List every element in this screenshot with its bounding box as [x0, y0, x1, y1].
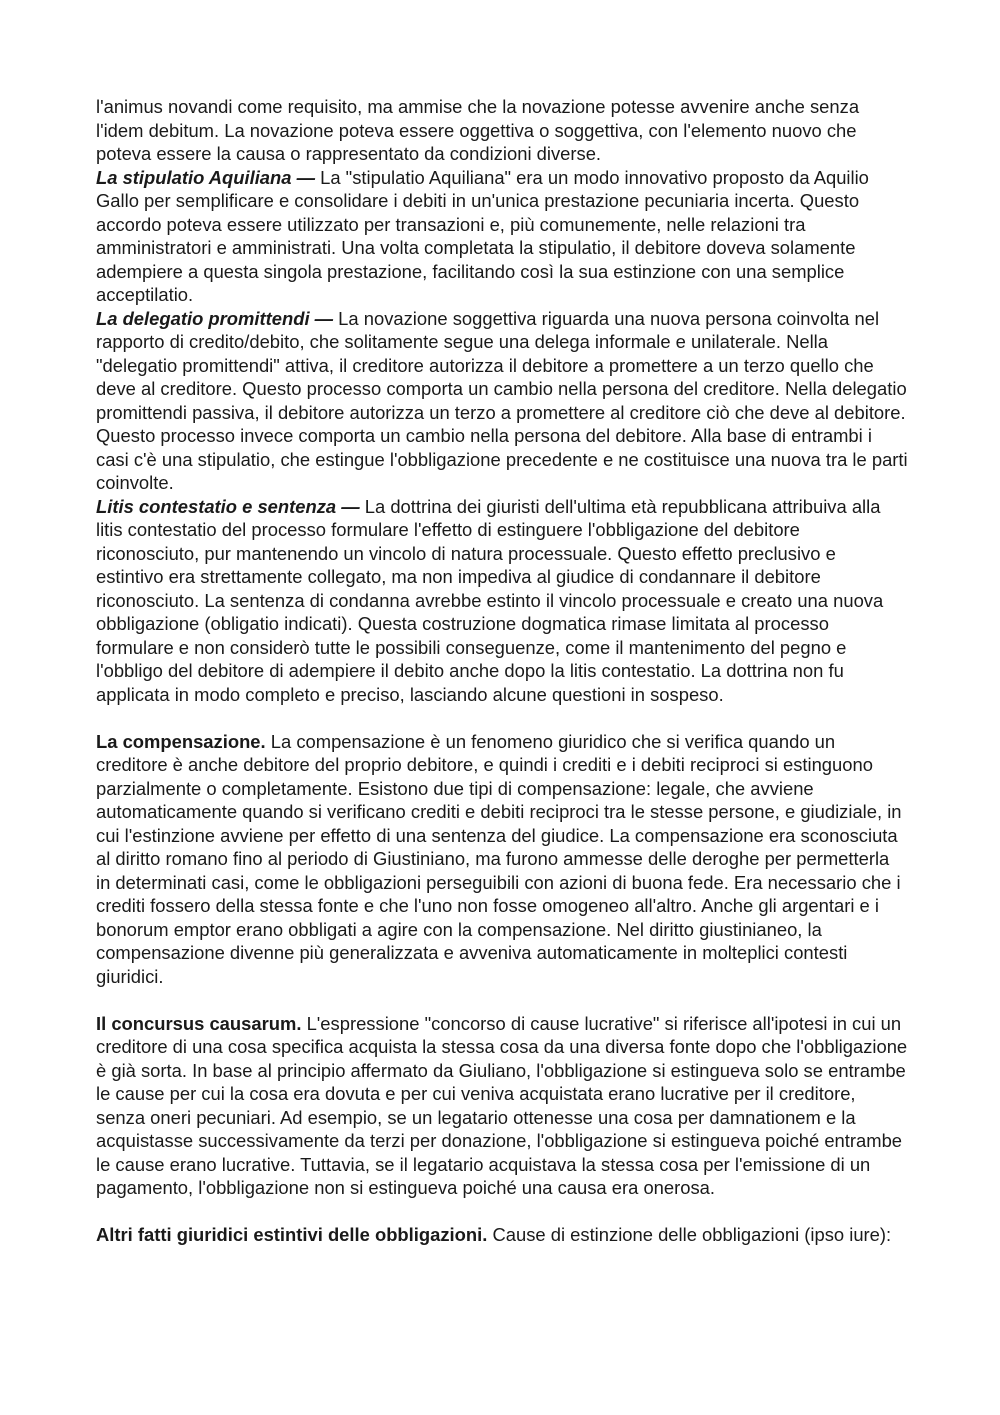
litis-heading: Litis contestatio e sentenza —	[96, 495, 360, 517]
stipulatio-paragraph	[96, 166, 908, 307]
concursus-heading: Il concursus causarum.	[96, 1012, 302, 1034]
intro-text: l'animus novandi come requisito, ma ammise che la novazione potesse avvenire anche senza l'idem debitum. La novazione poteva essere oggettiva o soggettiva, con l'elemento nuovo che poteva essere la causa o rappresentato da condizioni diverse.	[96, 96, 860, 164]
stipulatio-text: La "stipulatio Aquiliana" era un modo innovativo proposto da Aquilio Gallo per semplificare e consolidare i debiti in un'unica prestazione pecuniaria incerta. Questo accordo poteva essere utilizzato per transazioni e, più comunemente, nelle relazioni tra amministratori e amministrati. Una volta completata la stipulatio, il debitore doveva solamente adempiere a questa singola prestazione, facilitando così la sua estinzione con una semplice acceptilatio.	[96, 166, 869, 305]
compensazione-text: La compensazione è un fenomeno giuridico che si verifica quando un creditore è anche debitore del proprio debitore, e quindi i crediti e i debiti reciproci si estinguono parzialmente o completamente. Esistono due tipi di compensazione: legale, che avviene automaticamente quando si verificano crediti e debiti reciproci tra le stesse persone, e giudiziale, in cui l'estinzione avviene per effetto di una sentenza del giudice. La compensazione era sconosciuta al diritto romano fino al periodo di Giustiniano, ma furono ammesse delle deroghe per permetterla in determinati casi, come le obbligazioni perseguibili con azioni di buona fede. Era necessario che i crediti fossero della stessa fonte e che l'uno non fosse omogeneo all'altro. Anche gli argentari e i bonorum emptor erano obbligati a agire con la compensazione. Nel diritto giustinianeo, la compensazione divenne più generalizzata e avveniva automaticamente in molteplici contesti giuridici.	[96, 730, 902, 987]
compensazione-heading: La compensazione.	[96, 730, 266, 752]
document-page	[96, 95, 908, 1247]
altri-paragraph	[96, 1223, 908, 1247]
altri-heading: Altri fatti giuridici estintivi delle obbligazioni.	[96, 1224, 488, 1245]
compensazione-paragraph	[96, 730, 908, 989]
concursus-paragraph	[96, 1012, 908, 1200]
litis-paragraph	[96, 495, 908, 707]
delegatio-text: La novazione soggettiva riguarda una nuova persona coinvolta nel rapporto di credito/debito, che solitamente segue una delega informale e unilaterale. Nella "delegatio promittendi" attiva, il creditore autorizza il debitore a promettere a un terzo quello che deve al creditore. Questo processo comporta un cambio nella persona del creditore. Nella delegatio promittendi passiva, il debitore autorizza un terzo a promettere al creditore ciò che deve al debitore. Questo processo invece comporta un cambio nella persona del debitore. Alla base di entrambi i casi c'è una stipulatio, che estingue l'obbligazione precedente e ne costituisce una nuova tra le parti coinvolte.	[96, 307, 908, 493]
intro-paragraph	[96, 95, 908, 166]
paragraph-spacer	[96, 1200, 908, 1224]
litis-text: La dottrina dei giuristi dell'ultima età repubblicana attribuiva alla litis contestatio del processo formulare l'effetto di estinguere l'obbligazione del debitore riconosciuto, pur mantenendo un vincolo di natura processuale. Questo effetto preclusivo e estintivo era strettamente collegato, ma non impediva al giudice di condannare il debitore riconosciuto. La sentenza di condanna avrebbe estinto il vincolo processuale e creato una nuova obbligazione (obligatio indicati). Questa costruzione dogmatica rimase limitata al processo formulare e non considerò tutte le possibili conseguenze, come il mantenimento del pegno e l'obbligo del debitore di adempiere il debito anche dopo la litis contestatio. La dottrina non fu applicata in modo completo e preciso, lasciando alcune questioni in sospeso.	[96, 495, 884, 705]
delegatio-heading: La delegatio promittendi —	[96, 307, 334, 329]
paragraph-spacer	[96, 988, 908, 1012]
altri-text: Cause di estinzione delle obbligazioni (ipso iure):	[487, 1224, 892, 1245]
delegatio-paragraph	[96, 307, 908, 495]
stipulatio-heading: La stipulatio Aquiliana —	[96, 166, 315, 188]
paragraph-spacer	[96, 706, 908, 730]
concursus-text: L'espressione "concorso di cause lucrative" si riferisce all'ipotesi in cui un creditore di una cosa specifica acquista la stessa cosa da una diversa fonte dopo che l'obbligazione è già sorta. In base al principio affermato da Giuliano, l'obbligazione si estingueva solo se entrambe le cause per cui la cosa era dovuta e per cui veniva acquistata erano lucrative per il creditore, senza oneri pecuniari. Ad esempio, se un legatario ottenesse una cosa per damnationem e la acquistasse successivamente da terzi per donazione, l'obbligazione si estingueva poiché entrambe le cause erano lucrative. Tuttavia, se il legatario acquistava la stessa cosa per l'emissione di un pagamento, l'obbligazione non si estingueva poiché una causa era onerosa.	[96, 1012, 908, 1198]
